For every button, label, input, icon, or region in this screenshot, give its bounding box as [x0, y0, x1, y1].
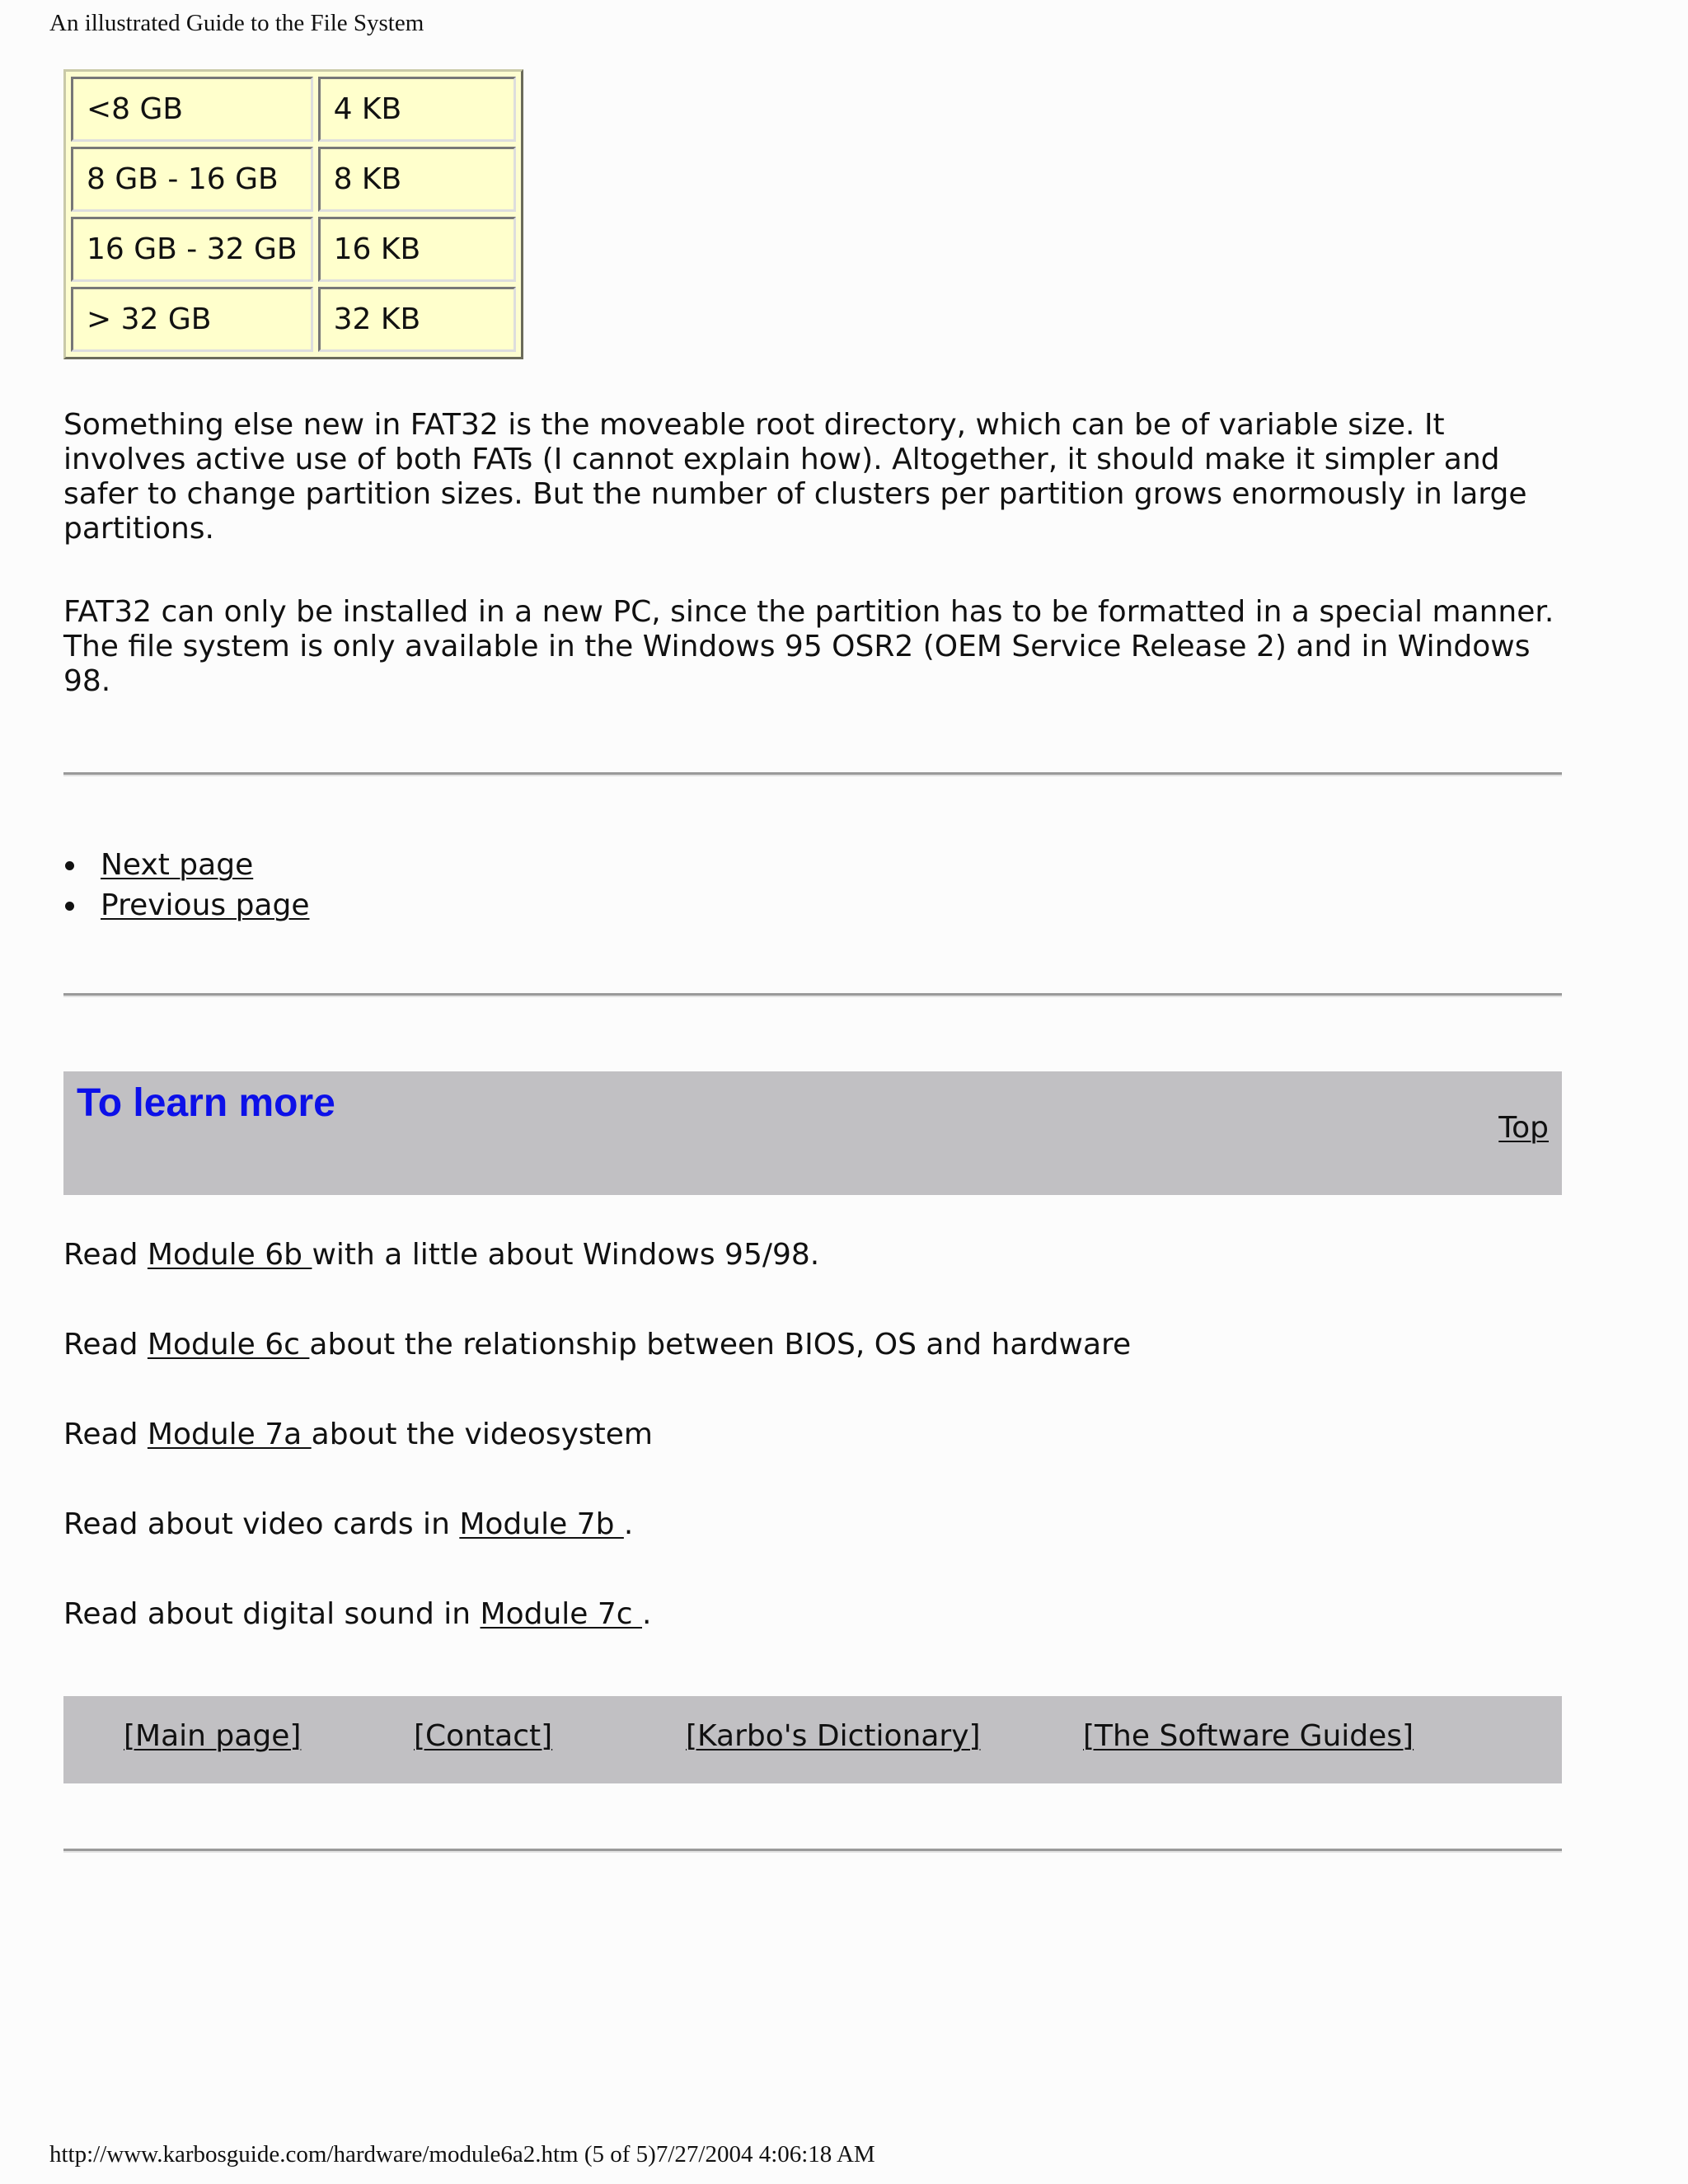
read-text: Read [63, 1418, 148, 1451]
read-text: Read about digital sound in [63, 1597, 481, 1631]
cluster-size-cell: 16 KB [318, 217, 516, 282]
table-row [71, 287, 516, 352]
read-module-6b-line [63, 1238, 819, 1272]
horizontal-rule [63, 1849, 1562, 1853]
read-text: with a little about Windows 95/98. [312, 1238, 820, 1272]
cluster-size-cell: 8 KB [318, 147, 516, 212]
page-navigation-list [63, 845, 310, 926]
print-header: An illustrated Guide to the File System [49, 10, 424, 36]
read-module-6c-line [63, 1328, 1131, 1362]
print-footer-url: http://www.karbosguide.com/hardware/module6a2.htm (5 of 5)7/27/2004 4:06:18 AM [49, 2141, 875, 2168]
table-row [71, 147, 516, 212]
list-item [63, 885, 310, 926]
module-7c-link[interactable]: Module 7c [480, 1597, 643, 1631]
top-link[interactable]: Top [1498, 1111, 1549, 1145]
horizontal-rule [63, 993, 1562, 997]
read-text: about the videosystem [311, 1418, 653, 1451]
read-module-7c-line [63, 1597, 651, 1632]
read-text: about the relationship between BIOS, OS and hardware [309, 1328, 1132, 1361]
read-text: Read [63, 1238, 148, 1272]
module-7a-link[interactable]: Module 7a [147, 1418, 312, 1451]
horizontal-rule [63, 772, 1562, 776]
karbos-dictionary-link[interactable]: [Karbo's Dictionary] [686, 1719, 981, 1753]
read-text: Read [63, 1328, 148, 1361]
read-text: . [623, 1507, 634, 1541]
cluster-size-table [63, 69, 523, 359]
partition-size-cell: 8 GB - 16 GB [71, 147, 313, 212]
main-page-link[interactable]: [Main page] [124, 1719, 302, 1753]
cluster-size-cell: 32 KB [318, 287, 516, 352]
fat32-install-paragraph: FAT32 can only be installed in a new PC, since the partition has to be formatted in a special manner. The file system is only available in the Windows 95 OSR2 (OEM Service Release 2) and in Windows 98. [63, 595, 1554, 698]
software-guides-link[interactable]: [The Software Guides] [1083, 1719, 1414, 1753]
table-row [71, 77, 516, 142]
table-row [71, 217, 516, 282]
bullet-icon [65, 861, 74, 870]
module-7b-link[interactable]: Module 7b [459, 1507, 624, 1541]
partition-size-cell: <8 GB [71, 77, 313, 142]
bullet-icon [65, 902, 74, 911]
partition-size-cell: 16 GB - 32 GB [71, 217, 313, 282]
read-module-7a-line [63, 1418, 653, 1452]
list-item [63, 845, 310, 885]
previous-page-link[interactable]: Previous page [101, 888, 310, 922]
learn-more-banner [63, 1071, 1562, 1195]
module-6c-link[interactable]: Module 6c [147, 1328, 310, 1361]
read-module-7b-line [63, 1507, 633, 1542]
partition-size-cell: > 32 GB [71, 287, 313, 352]
fat32-root-directory-paragraph: Something else new in FAT32 is the moveable root directory, which can be of variable size. It involves active use of both FATs (I cannot explain how). Altogether, it should make it simpler and safer to change partition sizes. But the number of clusters per partition grows enormously in large partitions. [63, 408, 1527, 546]
learn-more-heading: To learn more [77, 1081, 335, 1125]
cluster-size-cell: 4 KB [318, 77, 516, 142]
next-page-link[interactable]: Next page [101, 848, 254, 882]
footer-navigation-bar [63, 1696, 1562, 1783]
contact-link[interactable]: [Contact] [414, 1719, 553, 1753]
read-text: Read about video cards in [63, 1507, 460, 1541]
module-6b-link[interactable]: Module 6b [147, 1238, 312, 1272]
read-text: . [642, 1597, 652, 1631]
